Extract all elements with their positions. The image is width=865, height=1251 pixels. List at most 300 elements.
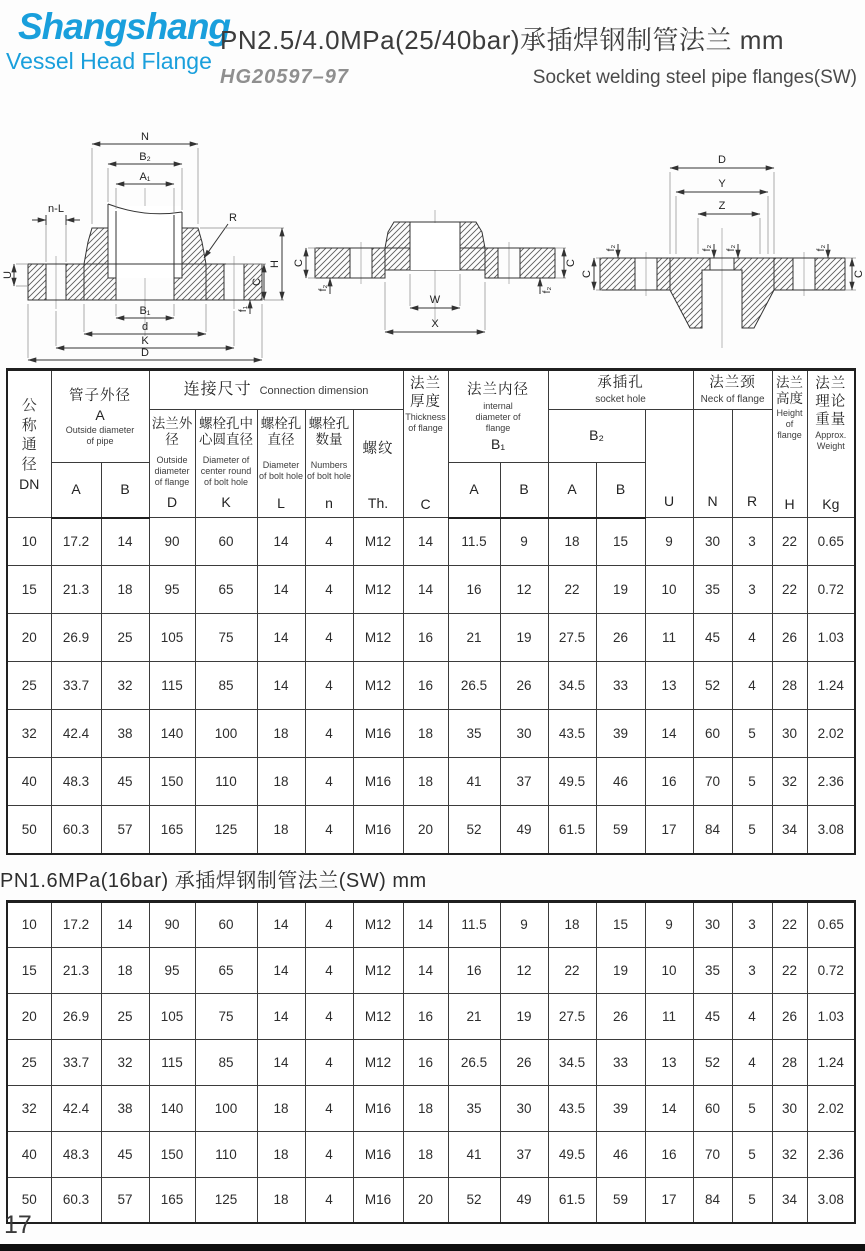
table-cell: 17 (645, 806, 693, 854)
table-cell: 4 (305, 662, 353, 710)
table-cell: 25 (101, 993, 149, 1039)
table-cell: 60 (195, 901, 257, 947)
table-cell: 14 (257, 518, 305, 566)
table-cell: 34.5 (548, 662, 596, 710)
table-cell: 45 (693, 993, 732, 1039)
table-cell: 50 (7, 806, 51, 854)
dim-label-f2-b: f₂ (702, 244, 713, 252)
table-cell: 9 (500, 518, 548, 566)
col-header-bolt-circle (195, 410, 257, 518)
table-cell: 11 (645, 993, 693, 1039)
table-cell: M16 (353, 1177, 403, 1223)
table-cell: 19 (500, 993, 548, 1039)
table-cell: 4 (732, 1039, 772, 1085)
brand-name: Shangshang (18, 6, 231, 47)
bolt-hole-dia-zh: 螺栓孔直径 (260, 415, 302, 447)
table-cell: 40 (7, 758, 51, 806)
table-cell: 21 (448, 993, 500, 1039)
table-cell: 165 (149, 1177, 195, 1223)
table-cell: 10 (7, 518, 51, 566)
table-cell: 26 (596, 993, 645, 1039)
table-cell: 45 (101, 758, 149, 806)
table-cell: 4 (305, 1177, 353, 1223)
table-cell: 12 (500, 566, 548, 614)
table-cell: 42.4 (51, 710, 101, 758)
bore-zh: 法兰内径 (467, 382, 530, 399)
table-cell: M16 (353, 1085, 403, 1131)
socket-zh: 承插孔 (597, 375, 644, 392)
flange-od-en: Outside diameter of flange (154, 454, 190, 487)
table-row (7, 1085, 855, 1131)
table-cell: 20 (403, 806, 448, 854)
table-cell: 125 (195, 806, 257, 854)
table-cell: 18 (403, 758, 448, 806)
table-cell: 37 (500, 1131, 548, 1177)
b2-sym: B₂ (589, 427, 604, 443)
table-cell: 15 (596, 901, 645, 947)
table-cell: 3 (732, 518, 772, 566)
table-cell: 16 (403, 662, 448, 710)
table-cell: 9 (645, 901, 693, 947)
r-sym: R (746, 492, 758, 509)
table-cell: 10 (645, 947, 693, 993)
table-cell: 11.5 (448, 518, 500, 566)
table-cell: 18 (403, 710, 448, 758)
dim-label-k: K (141, 335, 149, 347)
drawing-sw-flange-section (0, 128, 290, 366)
neck-zh: 法兰颈 (709, 375, 756, 392)
table-cell: 14 (257, 947, 305, 993)
table-cell: 75 (195, 993, 257, 1039)
table-cell: 84 (693, 806, 732, 854)
table-cell: 5 (732, 710, 772, 758)
table-cell: 150 (149, 1131, 195, 1177)
table-cell: 22 (772, 901, 807, 947)
table-cell: 25 (101, 614, 149, 662)
table-cell: 90 (149, 901, 195, 947)
table-cell: 57 (101, 1177, 149, 1223)
table-cell: 70 (693, 1131, 732, 1177)
table-cell: 60 (195, 518, 257, 566)
table-row (7, 1131, 855, 1177)
table-cell: 16 (448, 947, 500, 993)
table-cell: 14 (403, 947, 448, 993)
table-row (7, 947, 855, 993)
col-header-pipe-b (101, 463, 149, 518)
page-number: 17 (4, 1211, 32, 1239)
table-cell: 14 (257, 901, 305, 947)
table-cell: 9 (645, 518, 693, 566)
bolt-count-zh: 螺栓孔数量 (308, 415, 350, 447)
table-cell: 20 (7, 614, 51, 662)
table-cell: 0.72 (807, 566, 855, 614)
col-header-thread (353, 410, 403, 518)
table-cell: 18 (257, 1131, 305, 1177)
table-cell: 1.24 (807, 662, 855, 710)
dim-label-a1: A₁ (139, 171, 151, 183)
table-cell: 19 (596, 566, 645, 614)
table-cell: 18 (403, 1131, 448, 1177)
table-cell: 14 (257, 614, 305, 662)
table-cell: 65 (195, 566, 257, 614)
table-cell: 5 (732, 1177, 772, 1223)
dim-label-f2-left: f₂ (318, 284, 329, 292)
table-cell: 25 (7, 662, 51, 710)
table-cell: 2.02 (807, 1085, 855, 1131)
col-header-bolt-count (305, 410, 353, 518)
table-cell: 61.5 (548, 1177, 596, 1223)
table-cell: 35 (448, 710, 500, 758)
table-cell: 14 (645, 710, 693, 758)
dim-label-d3d: D (718, 154, 726, 166)
table-cell: 26.9 (51, 614, 101, 662)
table-cell: M12 (353, 1039, 403, 1085)
table-cell: 100 (195, 1085, 257, 1131)
table-cell: 4 (732, 614, 772, 662)
thickness-sym: C (420, 496, 431, 512)
table-cell: 30 (500, 1085, 548, 1131)
weight-sym: Kg (822, 496, 840, 512)
table-cell: 0.65 (807, 901, 855, 947)
dim-label-f1: f₁ (238, 305, 249, 313)
table-row (7, 1039, 855, 1085)
table-cell: 20 (7, 993, 51, 1039)
table-cell: 43.5 (548, 1085, 596, 1131)
dim-label-r: R (229, 212, 237, 224)
drawing-groove-face-section (580, 148, 865, 358)
table-cell: 2.36 (807, 758, 855, 806)
table-cell: 32 (101, 662, 149, 710)
table-cell: 5 (732, 1131, 772, 1177)
table-cell: 26.9 (51, 993, 101, 1039)
table-cell: 11.5 (448, 901, 500, 947)
flange-od-zh: 法兰外径 (151, 415, 193, 447)
table-cell: 32 (772, 1131, 807, 1177)
col-header-pipe-a (51, 463, 101, 518)
pipe-a-sym: A (71, 480, 81, 497)
table-cell: 45 (693, 614, 732, 662)
table-cell: 60 (693, 1085, 732, 1131)
b1-b-sym: B (519, 480, 529, 497)
col-header-dn-en: DN (19, 476, 40, 492)
table-cell: 90 (149, 518, 195, 566)
col-header-b2-a (548, 463, 596, 518)
table-cell: 85 (195, 1039, 257, 1085)
height-zh: 法兰高度 (776, 375, 804, 407)
table-cell: 27.5 (548, 614, 596, 662)
table-cell: 30 (772, 1085, 807, 1131)
col-header-b2 (548, 410, 645, 463)
table-cell: 10 (7, 901, 51, 947)
table-cell: 32 (7, 710, 51, 758)
dim-label-f2-right: f₂ (542, 286, 553, 294)
table-cell: 2.02 (807, 710, 855, 758)
table-cell: 30 (772, 710, 807, 758)
table-cell: 59 (596, 806, 645, 854)
table-cell: 26 (772, 614, 807, 662)
connection-en: Connection dimension (259, 385, 369, 397)
bolt-circle-zh: 螺栓孔中心圆直径 (199, 415, 253, 447)
bolt-hole-dia-sym: L (277, 494, 285, 511)
u-sym: U (663, 492, 675, 509)
table-cell: 22 (548, 947, 596, 993)
table-cell: 34 (772, 806, 807, 854)
socket-en: socket hole (595, 393, 646, 405)
table-cell: 18 (548, 518, 596, 566)
col-header-u (645, 410, 693, 518)
table-cell: 41 (448, 1131, 500, 1177)
table-cell: 14 (257, 1039, 305, 1085)
table-cell: 60.3 (51, 1177, 101, 1223)
table-cell: 22 (772, 566, 807, 614)
weight-zh: 法兰理论重量 (815, 376, 847, 429)
bolt-circle-sym: K (221, 494, 231, 511)
table-cell: 18 (257, 806, 305, 854)
table-row (7, 662, 855, 710)
table-cell: 30 (500, 710, 548, 758)
table-cell: 165 (149, 806, 195, 854)
neck-en: Neck of flange (700, 393, 765, 405)
table-cell: 4 (305, 614, 353, 662)
table-cell: 14 (257, 993, 305, 1039)
table-cell: 1.03 (807, 614, 855, 662)
table-cell: 59 (596, 1177, 645, 1223)
table-cell: 115 (149, 1039, 195, 1085)
dim-label-c-left: C (293, 259, 305, 267)
table-cell: 61.5 (548, 806, 596, 854)
table-cell: 3 (732, 901, 772, 947)
table-row (7, 806, 855, 854)
table-cell: 125 (195, 1177, 257, 1223)
pipe-od-sym: A (95, 406, 105, 423)
table-cell: 41 (448, 758, 500, 806)
table-cell: 60.3 (51, 806, 101, 854)
table-cell: 35 (693, 947, 732, 993)
pipe-od-zh: 管子外径 (69, 387, 131, 404)
table-cell: 18 (101, 566, 149, 614)
table-cell: 49 (500, 1177, 548, 1223)
dim-label-dd: D (141, 347, 149, 359)
table-cell: 26.5 (448, 662, 500, 710)
table-cell: M12 (353, 566, 403, 614)
dim-label-c: C (251, 278, 263, 286)
dim-label-x: X (431, 318, 439, 330)
dim-label-f2-a: f₂ (606, 244, 617, 252)
table-cell: 43.5 (548, 710, 596, 758)
title-block (214, 4, 859, 126)
table-cell: 14 (101, 901, 149, 947)
table-cell: 3 (732, 566, 772, 614)
table-cell: 21.3 (51, 947, 101, 993)
table-cell: 3.08 (807, 1177, 855, 1223)
table-cell: 46 (596, 1131, 645, 1177)
table-cell: 15 (596, 518, 645, 566)
table-cell: 26 (596, 614, 645, 662)
table-cell: 16 (403, 993, 448, 1039)
table-cell: 17.2 (51, 901, 101, 947)
spec-table-pn25-40 (6, 368, 856, 855)
page-title: PN2.5/4.0MPa(25/40bar)承插焊钢制管法兰 mm (220, 25, 785, 55)
col-header-n (693, 410, 732, 518)
table-cell: 22 (772, 518, 807, 566)
col-header-b1-b (500, 463, 548, 518)
table-cell: 52 (693, 1039, 732, 1085)
table-cell: 30 (693, 518, 732, 566)
table-cell: M12 (353, 662, 403, 710)
table-cell: 75 (195, 614, 257, 662)
table-cell: 4 (305, 758, 353, 806)
col-header-flange-od (149, 410, 195, 518)
table-cell: 14 (403, 518, 448, 566)
table-cell: 34.5 (548, 1039, 596, 1085)
table-cell: 13 (645, 662, 693, 710)
table-cell: 4 (305, 518, 353, 566)
table-cell: 26 (500, 662, 548, 710)
table-cell: 4 (305, 1039, 353, 1085)
col-header-dn-zh: 公称通径 (21, 397, 37, 473)
col-header-bolt-hole-dia (257, 410, 305, 518)
table-cell: 40 (7, 1131, 51, 1177)
table-cell: 5 (732, 1085, 772, 1131)
table-cell: 50 (7, 1177, 51, 1223)
table-cell: 22 (548, 566, 596, 614)
footer-bar (0, 1244, 865, 1251)
table-cell: 17.2 (51, 518, 101, 566)
table-cell: 46 (596, 758, 645, 806)
table-cell: 65 (195, 947, 257, 993)
table-cell: 42.4 (51, 1085, 101, 1131)
dim-label-z: Z (718, 200, 726, 212)
thickness-en: Thickness of flange (405, 412, 446, 434)
b2-b-sym: B (615, 480, 626, 497)
table-cell: 14 (101, 518, 149, 566)
table-cell: 13 (645, 1039, 693, 1085)
table-cell: 32 (101, 1039, 149, 1085)
table-cell: 21 (448, 614, 500, 662)
table-header (7, 370, 855, 518)
brand-logo (6, 4, 231, 126)
section2-title: PN1.6MPa(16bar) 承插焊钢制管法兰(SW) mm (0, 869, 427, 892)
table-row (7, 1177, 855, 1223)
table-cell: M16 (353, 710, 403, 758)
connection-zh: 连接尺寸 (183, 381, 252, 398)
table-cell: 28 (772, 1039, 807, 1085)
table-cell: 33.7 (51, 662, 101, 710)
table-cell: 35 (693, 566, 732, 614)
table-cell: 18 (403, 1085, 448, 1131)
table-row (7, 993, 855, 1039)
table-cell: 110 (195, 1131, 257, 1177)
table-cell: 95 (149, 566, 195, 614)
table-cell: 105 (149, 993, 195, 1039)
table-cell: 34 (772, 1177, 807, 1223)
table-cell: 12 (500, 947, 548, 993)
table-cell: M16 (353, 1131, 403, 1177)
table-cell: 18 (257, 1177, 305, 1223)
table-cell: 4 (732, 662, 772, 710)
table-cell: M16 (353, 758, 403, 806)
table-cell: 140 (149, 1085, 195, 1131)
height-en: Height of flange (776, 408, 803, 440)
table-cell: 14 (645, 1085, 693, 1131)
col-group-bore (448, 370, 548, 463)
table-cell: M12 (353, 947, 403, 993)
table-cell: 39 (596, 710, 645, 758)
table-cell: 25 (7, 1039, 51, 1085)
table-row (7, 901, 855, 947)
table-cell: 1.03 (807, 993, 855, 1039)
table-cell: 100 (195, 710, 257, 758)
table-cell: 15 (7, 566, 51, 614)
drawing-male-face-section (290, 170, 580, 360)
dim-label-f2-c: f₂ (726, 244, 737, 252)
dim-label-c3-right: C (853, 270, 865, 278)
table-cell: 30 (693, 901, 732, 947)
table-cell: 85 (195, 662, 257, 710)
table-cell: 18 (101, 947, 149, 993)
table-cell: 14 (403, 566, 448, 614)
bolt-hole-dia-en: Diameter of bolt hole (258, 460, 304, 482)
table-cell: 52 (693, 662, 732, 710)
table-cell: 4 (305, 993, 353, 1039)
table-cell: 150 (149, 758, 195, 806)
table-cell: 4 (732, 993, 772, 1039)
table-cell: 60 (693, 710, 732, 758)
table-body-pn16 (7, 901, 855, 1223)
table-cell: 20 (403, 1177, 448, 1223)
n-sym: N (707, 492, 718, 509)
dim-label-d-small: d (141, 321, 149, 333)
bolt-circle-en: Diameter of center round of bolt hole (200, 454, 252, 487)
table-cell: 17 (645, 1177, 693, 1223)
table-cell: 38 (101, 1085, 149, 1131)
dim-label-b2: B₂ (139, 151, 151, 163)
table-cell: 4 (305, 1131, 353, 1177)
table-cell: 4 (305, 806, 353, 854)
bore-sym: B₁ (490, 435, 506, 452)
col-header-weight (807, 370, 855, 518)
table-row (7, 566, 855, 614)
table-cell: 0.65 (807, 518, 855, 566)
table-cell: 16 (645, 1131, 693, 1177)
dim-label-nl: n-L (48, 203, 64, 215)
table-cell: 4 (305, 947, 353, 993)
table-cell: 22 (772, 947, 807, 993)
table-cell: 5 (732, 806, 772, 854)
table-cell: 49.5 (548, 1131, 596, 1177)
table-cell: 4 (305, 710, 353, 758)
table-cell: 39 (596, 1085, 645, 1131)
table-cell: 18 (548, 901, 596, 947)
dim-label-h: H (269, 260, 281, 268)
standard-code: HG20597–97 (220, 66, 349, 88)
bolt-count-sym: n (325, 494, 333, 511)
table-body-pn25-40 (7, 518, 855, 854)
weight-en: Approx. Weight (815, 430, 847, 452)
b1-a-sym: A (469, 480, 479, 497)
table-cell: 16 (403, 1039, 448, 1085)
table-cell: 57 (101, 806, 149, 854)
table-row (7, 758, 855, 806)
col-group-pipe-od (51, 370, 149, 463)
table-cell: 3 (732, 947, 772, 993)
table-cell: 70 (693, 758, 732, 806)
table-cell: M12 (353, 993, 403, 1039)
col-group-connection (149, 370, 403, 410)
table-cell: 18 (257, 758, 305, 806)
table-cell: 4 (305, 901, 353, 947)
table-cell: 0.72 (807, 947, 855, 993)
